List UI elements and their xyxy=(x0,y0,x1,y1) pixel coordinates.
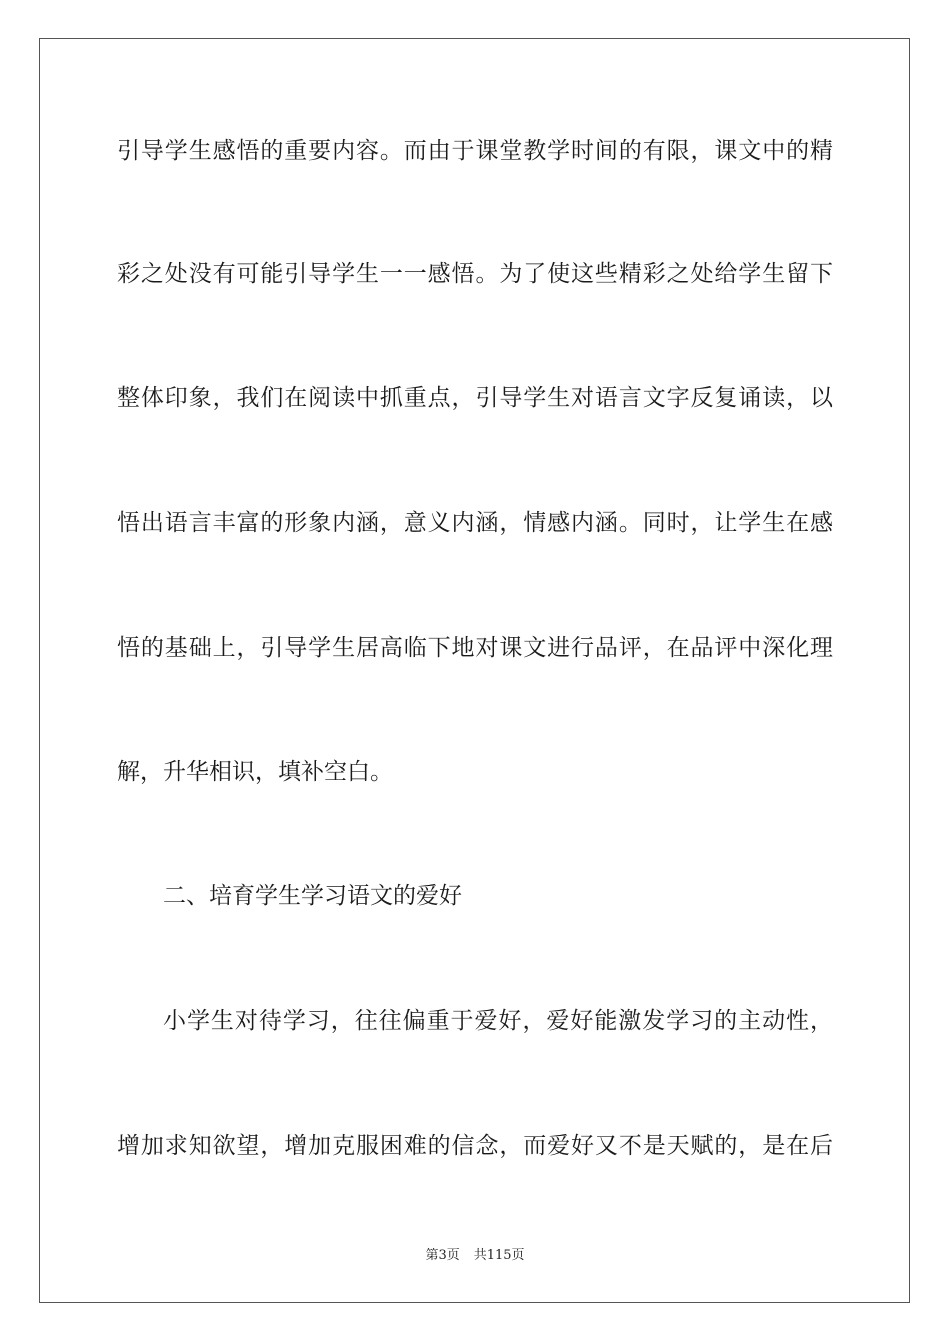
body-line-3: 整体印象，我们在阅读中抓重点，引导学生对语言文字反复诵读，以 xyxy=(117,385,833,411)
body-line-6: 解，升华相识，填补空白。 xyxy=(117,759,393,785)
page-number: 第3页 xyxy=(425,1248,460,1263)
section-heading: 二、培育学生学习语文的爱好 xyxy=(163,883,462,909)
paragraph-line-1: 小学生对待学习，往往偏重于爱好，爱好能激发学习的主动性， xyxy=(163,1008,833,1034)
page-total: 共115页 xyxy=(473,1248,525,1263)
paragraph-line-2: 增加求知欲望，增加克服困难的信念，而爱好又不是天赋的，是在后 xyxy=(117,1133,833,1159)
page-border xyxy=(39,38,910,1303)
body-line-4: 悟出语言丰富的形象内涵，意义内涵，情感内涵。同时，让学生在感 xyxy=(117,510,833,536)
body-line-2: 彩之处没有可能引导学生一一感悟。为了使这些精彩之处给学生留下 xyxy=(117,261,833,287)
body-line-1: 引导学生感悟的重要内容。而由于课堂教学时间的有限，课文中的精 xyxy=(117,138,833,164)
body-line-5: 悟的基础上，引导学生居高临下地对课文进行品评，在品评中深化理 xyxy=(117,635,833,661)
page-footer xyxy=(0,1247,950,1265)
